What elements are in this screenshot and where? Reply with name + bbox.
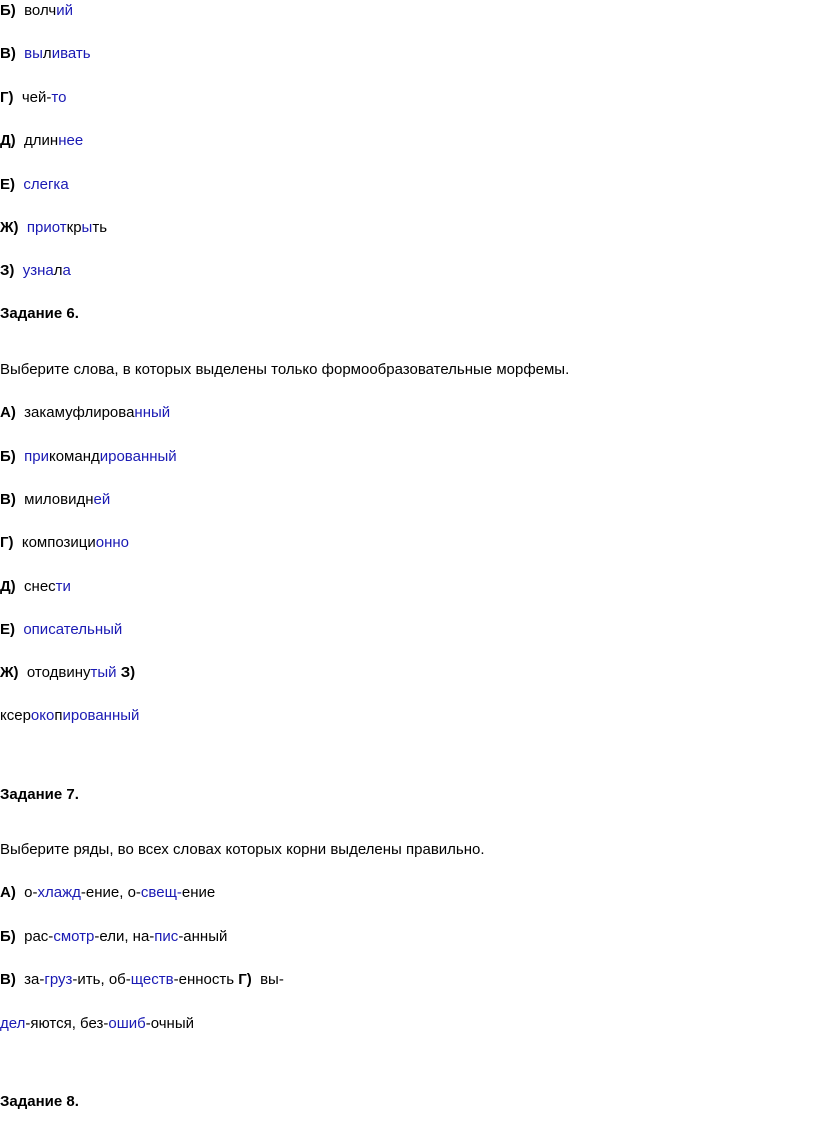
option-label: Б)	[0, 2, 16, 19]
word-segment: ксер	[0, 707, 31, 724]
task6-option-line	[0, 621, 122, 639]
task7-continuation-line	[0, 1015, 194, 1033]
task7-option-line	[0, 971, 284, 989]
option-label: В)	[0, 45, 16, 62]
word-segment: -ели, на-	[94, 928, 155, 945]
task6-continuation-line	[0, 707, 139, 725]
word-segment: за-	[24, 971, 45, 988]
word-segment: слег	[23, 176, 54, 193]
task6-option-line	[0, 448, 177, 466]
word-segment: ательный	[55, 621, 123, 638]
option-line	[0, 262, 71, 280]
task8-title: Задание 8.	[0, 1093, 79, 1110]
word-segment: композици	[21, 534, 96, 551]
task6-option-line	[0, 534, 129, 552]
word-segment: длин	[24, 132, 59, 149]
option-line	[0, 219, 107, 237]
word-segment: -енность	[173, 971, 235, 988]
word-segment: то	[51, 89, 67, 106]
option-label: Е)	[0, 176, 15, 193]
word-segment: приот	[26, 219, 67, 236]
word-segment: нный	[134, 404, 171, 421]
word-segment: свещ-	[140, 884, 182, 901]
option-label: А)	[0, 404, 16, 421]
option-line	[0, 176, 69, 194]
word-segment: ществ	[130, 971, 174, 988]
task7-title: Задание 7.	[0, 786, 79, 803]
word-segment: опис	[23, 621, 56, 638]
word-segment: -ить, об-	[72, 971, 131, 988]
word-segment: волч	[24, 2, 57, 19]
word-segment: чей-	[21, 89, 52, 106]
task6-option-line	[0, 664, 135, 682]
option-label: В)	[0, 491, 16, 508]
task6-title: Задание 6.	[0, 305, 79, 322]
word-segment: ированный	[62, 707, 140, 724]
word-segment: хлажд	[37, 884, 81, 901]
word-segment: онно	[95, 534, 130, 551]
word-segment: ти	[55, 578, 71, 595]
option-label: Ж)	[0, 219, 19, 236]
option-label: З)	[0, 262, 15, 279]
word-segment: смотр	[53, 928, 95, 945]
word-segment: вы	[24, 45, 43, 62]
word-segment: груз	[44, 971, 73, 988]
word-segment: рас-	[24, 928, 54, 945]
word-segment: при	[24, 448, 49, 465]
word-segment: ей	[93, 491, 111, 508]
option-label: В)	[0, 971, 16, 988]
task6-option-line	[0, 491, 110, 509]
word-segment: кр	[66, 219, 82, 236]
option-label: А)	[0, 884, 16, 901]
option-label: Д)	[0, 578, 16, 595]
word-segment: ы	[81, 219, 93, 236]
option-label: З)	[120, 664, 136, 681]
word-segment: нее	[58, 132, 84, 149]
task6-option-line	[0, 578, 71, 596]
word-segment: вы-	[260, 971, 284, 988]
option-line	[0, 89, 66, 107]
word-segment: ка	[53, 176, 69, 193]
option-label: Е)	[0, 621, 15, 638]
task6-option-line	[0, 404, 170, 422]
word-segment: снес	[24, 578, 56, 595]
word-segment: ошиб	[108, 1015, 146, 1032]
word-segment: ение	[181, 884, 216, 901]
word-segment: тый	[90, 664, 117, 681]
option-line	[0, 45, 91, 63]
word-segment: п	[54, 707, 63, 724]
word-segment: узна	[22, 262, 54, 279]
option-label: Б)	[0, 928, 16, 945]
word-segment: -яются, без-	[25, 1015, 109, 1032]
word-segment: дел	[0, 1015, 26, 1032]
word-segment: ть	[92, 219, 108, 236]
option-label: Ж)	[0, 664, 19, 681]
word-segment: пис	[154, 928, 179, 945]
word-segment: -анный	[178, 928, 228, 945]
word-segment: ивать	[51, 45, 91, 62]
task7-option-line	[0, 928, 227, 946]
task7-option-line	[0, 884, 215, 902]
option-label: Г)	[0, 89, 14, 106]
task7-instruction: Выберите ряды, во всех словах которых корни выделены правильно.	[0, 841, 485, 858]
word-segment: -ение, о-	[80, 884, 141, 901]
option-label: Г)	[0, 534, 14, 551]
word-segment: миловидн	[24, 491, 94, 508]
word-segment: ированный	[99, 448, 177, 465]
option-label: Д)	[0, 132, 16, 149]
word-segment: о-	[24, 884, 38, 901]
word-segment: л	[53, 262, 63, 279]
word-segment: команд	[48, 448, 100, 465]
word-segment: отодвину	[26, 664, 91, 681]
word-segment: а	[62, 262, 71, 279]
word-segment: л	[42, 45, 52, 62]
word-segment: око	[30, 707, 55, 724]
word-segment: ий	[56, 2, 73, 19]
option-line	[0, 2, 73, 20]
option-label: Г)	[238, 971, 252, 988]
word-segment: -очный	[145, 1015, 195, 1032]
task6-instruction: Выберите слова, в которых выделены только формообразовательные морфемы.	[0, 361, 570, 378]
word-segment: закамуфлирова	[24, 404, 135, 421]
option-line	[0, 132, 83, 150]
option-label: Б)	[0, 448, 16, 465]
